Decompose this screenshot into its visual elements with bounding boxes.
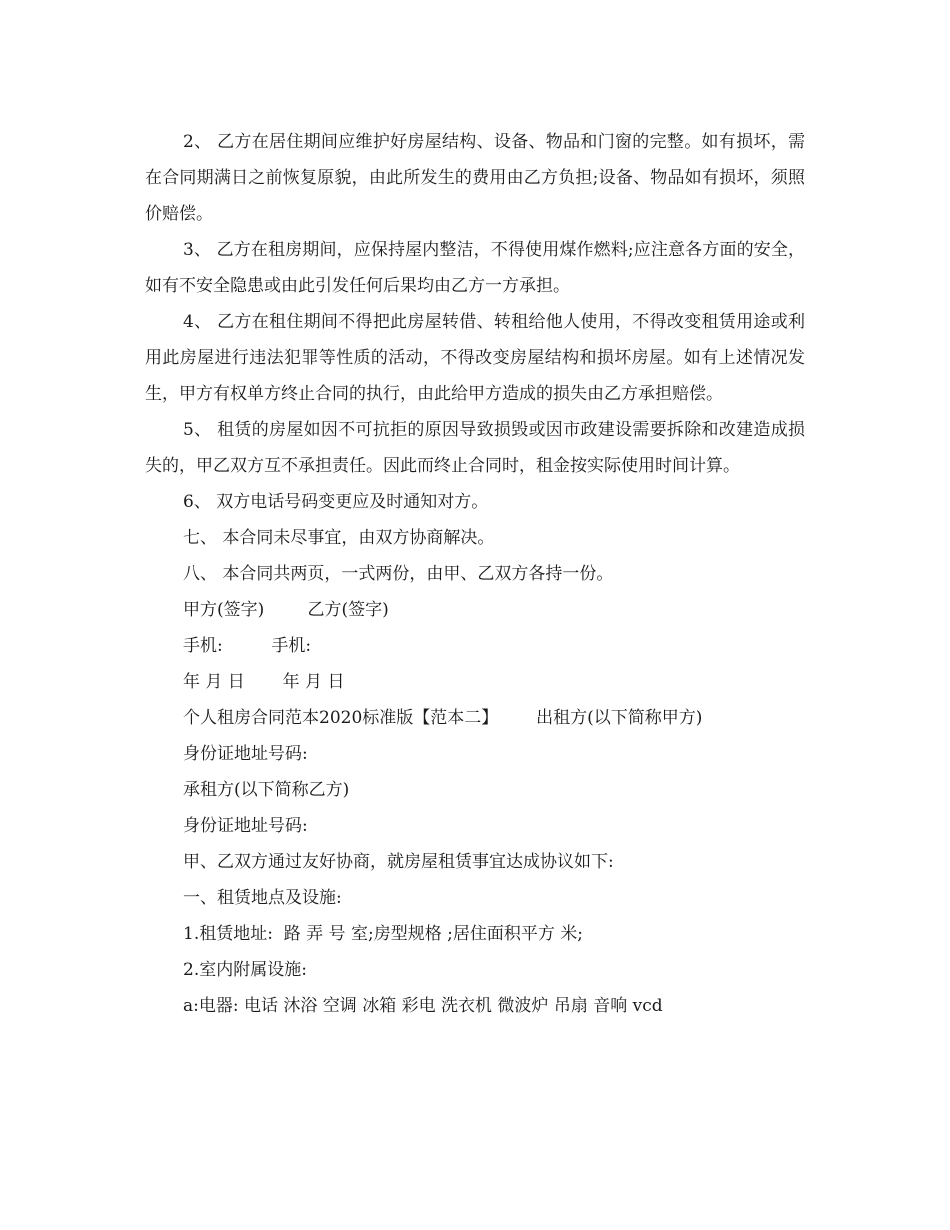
lessee-line: 承租方(以下简称乙方) [183,780,350,800]
section-7: 七、 本合同未尽事宜，由双方协商解决。 [183,528,495,548]
clause-4: 4、 乙方在租住期间不得把此房屋转借、转租给他人使用，不得改变租赁用途或利用此房屋进行违法犯罪等性质的活动，不得改变房屋结构和损坏房屋。如有上述情况发生，甲方有权单方终止合同的执行，由此给甲方造成的损失由乙方承担赔偿。 [145,312,805,404]
agreement-intro: 甲、乙双方通过友好协商，就房屋租赁事宜达成协议如下: [183,852,614,872]
lessee-id-line: 身份证地址号码: [183,816,308,836]
signature-line: 甲方(签字) 乙方(签字) [183,600,389,620]
clause-2: 2、 乙方在居住期间应维护好房屋结构、设备、物品和门窗的完整。如有损坏，需在合同期满日之前恢复原貌，由此所发生的费用由乙方负担;设备、物品如有损坏，须照价赔偿。 [145,132,805,224]
clause-3: 3、 乙方在租房期间，应保持屋内整洁，不得使用煤作燃料;应注意各方面的安全，如有不安全隐患或由此引发任何后果均由乙方一方承担。 [145,240,805,296]
rental-address-line: 1.租赁地址: 路 弄 号 室;房型规格 ;居住面积平方 米; [183,924,583,944]
section-8: 八、 本合同共两页，一式两份，由甲、乙双方各持一份。 [183,564,614,584]
clause-6: 6、 双方电话号码变更应及时通知对方。 [183,492,489,512]
facilities-heading: 2.室内附属设施: [183,960,307,980]
phone-line: 手机: 手机: [183,636,312,656]
clause-5: 5、 租赁的房屋如因不可抗拒的原因导致损毁或因市政建设需要拆除和改建造成损失的，甲乙双方互不承担责任。因此而终止合同时，租金按实际使用时间计算。 [145,420,805,476]
appliances-line: a:电器: 电话 沐浴 空调 冰箱 彩电 洗衣机 微波炉 吊扇 音响 vcd [183,996,663,1016]
date-line: 年 月 日 年 月 日 [183,672,345,692]
contract-body [145,124,805,1024]
section-1-heading: 一、租赁地点及设施: [183,888,342,908]
lessor-id-line: 身份证地址号码: [183,744,308,764]
template-two-title: 个人租房合同范本2020标准版【范本二】 出租方(以下简称甲方) [183,708,703,728]
